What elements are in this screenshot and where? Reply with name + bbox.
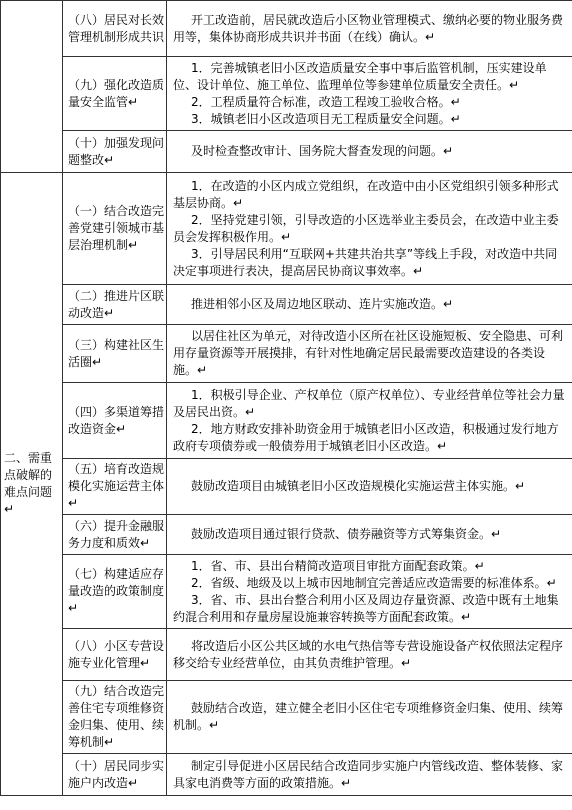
table-row (1, 754, 572, 796)
item-label: （一）结合改造完善党建引领城市基层治理机制↵ (63, 173, 167, 285)
content-line: 1．完善城镇老旧小区改造质量安全事中事后监管机制，压实建设单位、设计单位、施工单位、监理单位等参建单位质量安全责任。↵ (173, 60, 547, 92)
content-line: 2．工程质量符合标准，改造工程竣工验收合格。↵ (191, 94, 461, 109)
content-line: 3．城镇老旧小区改造项目无工程质量安全问题。↵ (191, 111, 461, 126)
content-line: 将改造后小区公共区域的水电气热信等专营设施设备产权依照法定程序移交给专业经营单位，由其负责维护管理。↵ (173, 638, 564, 670)
item-content (167, 131, 572, 173)
content-line: 3．引导居民利用“互联网+共建共治共享”等线上手段，对改造中共同决定事项进行表决，提高居民协商议事效率。↵ (173, 246, 558, 278)
item-label: （九）结合改造完善住宅专项维修资金归集、使用、续筹机制↵ (63, 681, 167, 754)
table-row (1, 383, 572, 459)
item-label: （二）推进片区联动改造↵ (63, 285, 167, 325)
item-label: （十）加强发现问题整改↵ (63, 131, 167, 173)
item-label: （八）居民对长效管理机制形成共识 (63, 1, 167, 57)
content-line: 鼓励改造项目通过银行贷款、债券融资等方式筹集资金。↵ (191, 527, 502, 541)
table-row (1, 57, 572, 131)
item-content (167, 629, 572, 681)
table-row (1, 555, 572, 629)
item-content (167, 57, 572, 131)
table-row (1, 173, 572, 285)
item-content (167, 555, 572, 629)
content-line: 推进相邻小区及周边地区联动、连片实施改造。↵ (191, 297, 454, 311)
content-line: 3．省、市、县出台整合利用小区及周边存量资源、改造中既有土地集约混合利用和存量房屋设施兼容转换等方面配套政策。↵ (173, 592, 559, 624)
content-line: 2．地方财政安排补助资金用于城镇老旧小区改造，积极通过发行地方政府专项债券或一般债券用于城镇老旧小区改造。↵ (173, 421, 559, 453)
item-content (167, 285, 572, 325)
content-line: 鼓励结合改造，建立健全老旧小区住宅专项维修资金归集、使用、续筹机制。↵ (173, 701, 564, 732)
table-row (1, 681, 572, 754)
item-content (167, 1, 572, 57)
content-line: 1．省、市、县出台精简改造项目审批方面配套政策。↵ (191, 558, 485, 573)
item-label: （八）小区专营设施专业化管理↵ (63, 629, 167, 681)
table-row (1, 285, 572, 325)
item-content (167, 754, 572, 796)
item-label: （十）居民同步实施户内改造↵ (63, 754, 167, 796)
section-title: 二、需重点破解的难点问题↵ (1, 173, 63, 796)
item-content (167, 173, 572, 285)
content-line: 1．在改造的小区内成立党组织，在改造中由小区党组织引领多种形式基层协商。↵ (173, 178, 559, 210)
content-line: 2．坚持党建引领，引导改造的小区选举业主委员会，在改造中业主委员会发挥积极作用。↵ (173, 212, 559, 244)
item-label: （九）强化改造质量安全监管↵ (63, 57, 167, 131)
item-content (167, 325, 572, 383)
item-label: （三）构建社区生活圈↵ (63, 325, 167, 383)
table-row (1, 459, 572, 515)
content-line: 及时检查整改审计、国务院大督查发现的问题。↵ (191, 144, 454, 158)
item-label: （六）提升金融服务力度和质效↵ (63, 515, 167, 555)
item-label: （五）培育改造规模化实施运营主体↵ (63, 459, 167, 515)
table-row (1, 325, 572, 383)
content-line: 开工改造前，居民就改造后小区物业管理模式、缴纳必要的物业服务费用等，集体协商形成共识并书面（在线）确认。↵ (173, 12, 564, 44)
content-line: 以居住社区为单元，对待改造小区所在社区设施短板、安全隐患、可利用存量资源等开展摸排，有针对性地确定居民最需要改造建设的各类设施。↵ (173, 329, 564, 377)
section-cell-continued (1, 1, 63, 173)
table-row (1, 629, 572, 681)
table-row (1, 1, 572, 57)
content-line: 制定引导促进小区居民结合改造同步实施户内管线改造、整体装修、家具家电消费等方面的政策措施。↵ (173, 758, 564, 790)
table-row (1, 515, 572, 555)
content-line: 鼓励改造项目由城镇老旧小区改造规模化实施运营主体实施。↵ (191, 479, 526, 493)
item-content (167, 681, 572, 754)
content-line: 1．积极引导企业、产权单位（原产权单位）、专业经营单位等社会力量及居民出资。↵ (173, 387, 565, 419)
item-content (167, 515, 572, 555)
table-row (1, 131, 572, 173)
content-line: 2．省级、地级及以上城市因地制宜完善适应改造需要的标准体系。↵ (191, 575, 557, 590)
item-content (167, 383, 572, 459)
item-content (167, 459, 572, 515)
item-label: （七）构建适应存量改造的政策制度↵ (63, 555, 167, 629)
item-label: （四）多渠道筹措改造资金↵ (63, 383, 167, 459)
